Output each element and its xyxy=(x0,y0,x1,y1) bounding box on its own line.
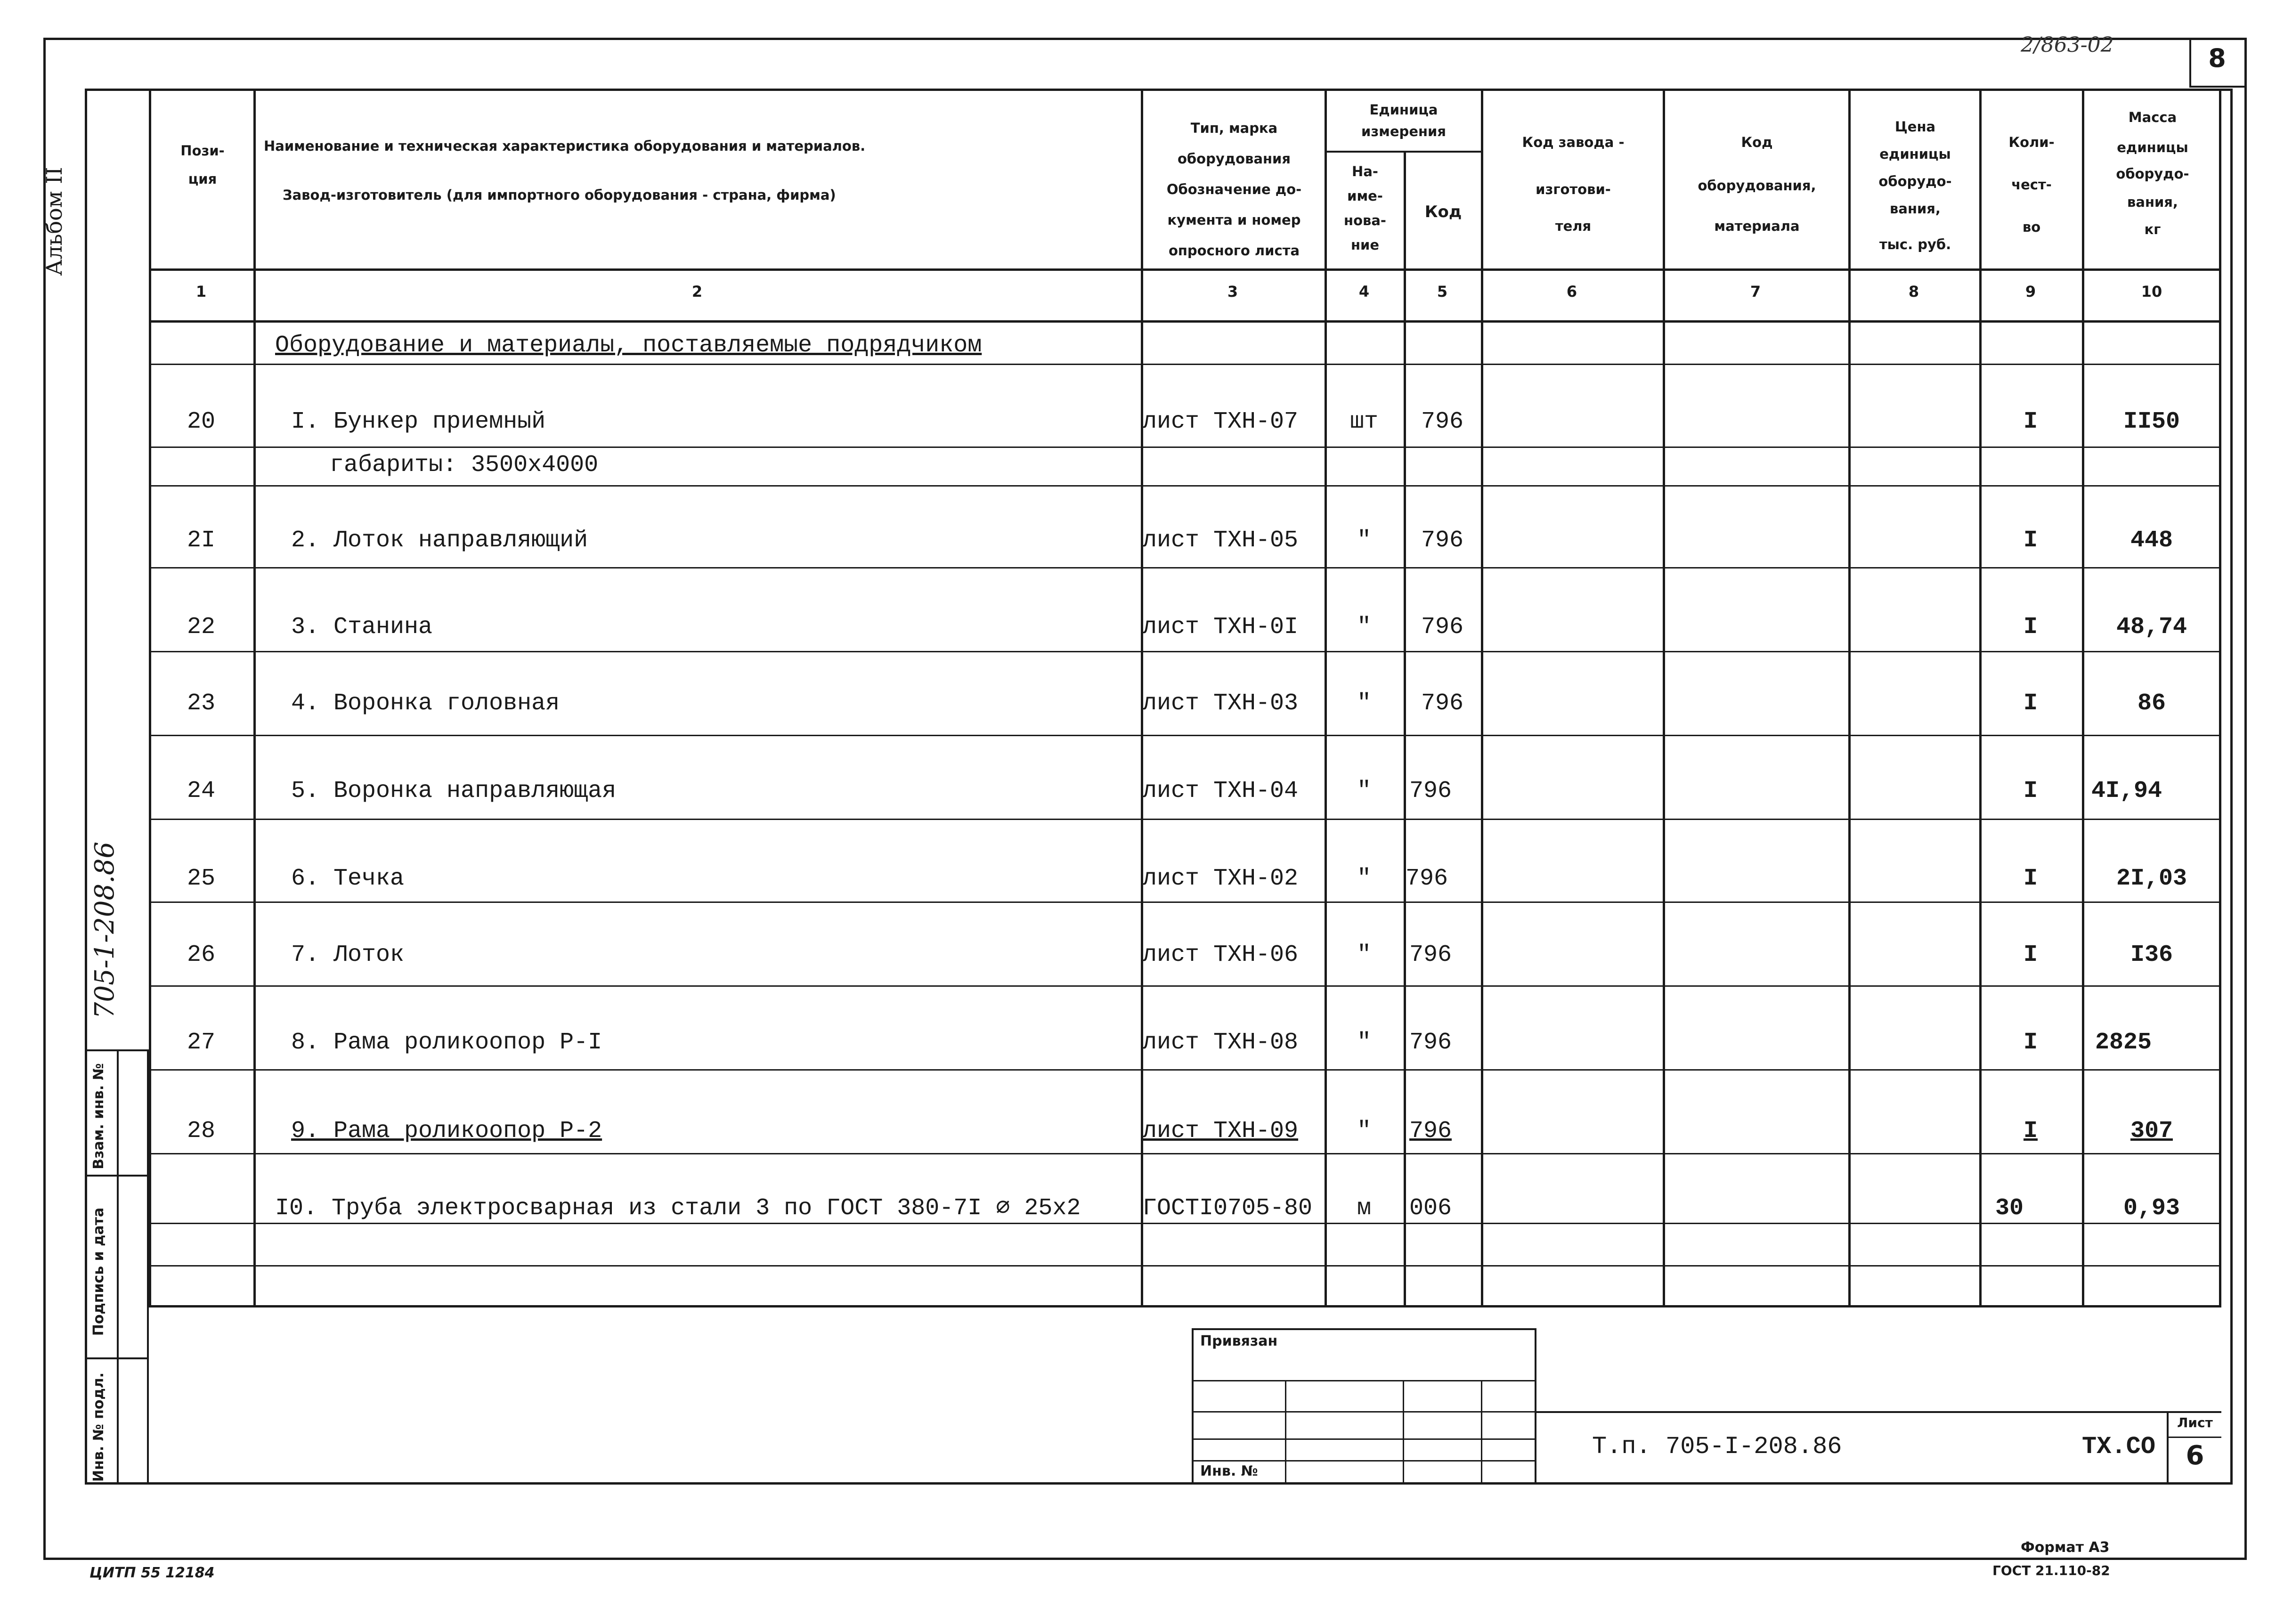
row-name: 7. Лоток xyxy=(291,942,405,968)
header-price-2: единицы xyxy=(1879,146,1951,162)
row-unit: " xyxy=(1357,1118,1371,1145)
row-position: 24 xyxy=(187,778,215,804)
row-unit-code: 796 xyxy=(1409,1118,1452,1145)
header-position: Пози-ция xyxy=(180,143,225,187)
row-document: лист ТХН-04 xyxy=(1143,778,1299,804)
header-price-4: вания, xyxy=(1890,201,1941,217)
row-document: ГОСТI0705-80 xyxy=(1143,1195,1313,1222)
header-equipment-code-3: материала xyxy=(1714,218,1800,234)
row-document: лист ТХН-06 xyxy=(1143,942,1299,968)
row-document: лист ТХН-07 xyxy=(1143,408,1299,435)
row-unit: " xyxy=(1357,527,1371,554)
row-name: 3. Станина xyxy=(291,614,433,641)
row-document: лист ТХН-08 xyxy=(1143,1029,1299,1056)
stage-code: ТХ.СО xyxy=(2082,1433,2156,1461)
inv-no-label: Инв. № xyxy=(1200,1463,1258,1479)
row-name: 8. Рама роликоопор Р-I xyxy=(291,1029,602,1056)
footer-gost: ГОСТ 21.110-82 xyxy=(1992,1563,2110,1578)
row-name: 2. Лоток направляющий xyxy=(291,527,588,554)
row-mass: 48,74 xyxy=(2116,614,2187,641)
row-quantity: I xyxy=(2023,614,2038,641)
row-name: 4. Воронка головная xyxy=(291,690,560,717)
header-quantity-1: Коли- xyxy=(2008,134,2055,150)
row-unit-code: 796 xyxy=(1409,942,1452,968)
sheet-value: 6 xyxy=(2186,1440,2204,1471)
header-type-line2: оборудования xyxy=(1177,151,1291,167)
header-price-3: оборудо- xyxy=(1878,173,1952,189)
row-document: лист ТХН-09 xyxy=(1143,1118,1299,1145)
footer-format: Формат А3 xyxy=(2021,1539,2110,1556)
header-factory-code-2: изготови- xyxy=(1536,181,1611,197)
row-quantity: I xyxy=(2023,408,2038,435)
row-unit-code: 796 xyxy=(1421,527,1463,554)
row-unit: м xyxy=(1357,1195,1371,1222)
row-quantity: I xyxy=(2023,527,2038,554)
header-unit-name-3: нова- xyxy=(1344,212,1386,228)
row-mass: 307 xyxy=(2130,1118,2173,1145)
row-unit-code: 796 xyxy=(1409,778,1452,804)
header-price-5: тыс. руб. xyxy=(1879,236,1951,252)
row-mass: 2I,03 xyxy=(2116,865,2187,892)
row-unit: " xyxy=(1357,1029,1371,1056)
row-name: 5. Воронка направляющая xyxy=(291,778,617,804)
row-name: I0. Труба электросварная из стали 3 по ГОСТ 380-7I ⌀ 25х2 xyxy=(275,1195,1081,1222)
header-type-line3: Обозначение до- xyxy=(1166,181,1302,197)
row-quantity: I xyxy=(2023,1118,2038,1145)
row-position: 2I xyxy=(187,527,215,554)
column-number-9: 9 xyxy=(2025,283,2036,300)
row-quantity: I xyxy=(2023,778,2038,804)
row-mass: II50 xyxy=(2123,408,2180,435)
row-mass: I36 xyxy=(2130,942,2173,968)
row-name: I. Бункер приемный xyxy=(291,408,546,435)
column-number-4: 4 xyxy=(1358,283,1370,300)
footer-left-code: ЦИТП 55 12184 xyxy=(89,1565,215,1581)
header-price-1: Цена xyxy=(1894,119,1936,135)
header-equipment-code-2: оборудования, xyxy=(1698,178,1816,194)
row-mass: 86 xyxy=(2137,690,2166,717)
row-name: 9. Рама роликоопор Р-2 xyxy=(291,1118,602,1145)
row-position: 23 xyxy=(187,690,215,717)
header-type-line5: опросного листа xyxy=(1168,243,1300,259)
row-unit: " xyxy=(1357,865,1371,892)
row-mass: 448 xyxy=(2130,527,2173,554)
header-unit-name-4: ние xyxy=(1350,237,1380,253)
row-document: лист ТХН-02 xyxy=(1143,865,1299,892)
row-unit: " xyxy=(1357,942,1371,968)
row-unit-code: 796 xyxy=(1421,614,1463,641)
column-number-1: 1 xyxy=(195,283,207,300)
header-unit-code: Код xyxy=(1424,203,1462,221)
row-quantity: I xyxy=(2023,865,2038,892)
row-mass: 4I,94 xyxy=(2091,778,2162,804)
column-number-7: 7 xyxy=(1750,283,1761,300)
header-unit-name-2: име- xyxy=(1347,188,1383,204)
row-mass: 0,93 xyxy=(2123,1195,2180,1222)
row-quantity: I xyxy=(2023,690,2038,717)
column-number-2: 2 xyxy=(691,283,703,300)
column-number-6: 6 xyxy=(1566,283,1577,300)
album-label: Альбом II xyxy=(41,167,67,276)
sheet-label: Лист xyxy=(2177,1415,2213,1430)
row-mass: 2825 xyxy=(2095,1029,2152,1056)
row-position: 22 xyxy=(187,614,215,641)
header-factory-code-1: Код завода - xyxy=(1522,134,1625,150)
handwritten-reference: 2/863-02 xyxy=(2021,33,2114,57)
stamp-label-vzam: Взам. инв. № xyxy=(90,1063,107,1169)
column-number-3: 3 xyxy=(1227,283,1238,300)
privyazan-label: Привязан xyxy=(1200,1333,1278,1349)
header-mass-1: Масса xyxy=(2128,109,2177,125)
row-unit: " xyxy=(1357,778,1371,804)
header-name-line2: Завод-изготовитель (для импортного оборудования - страна, фирма) xyxy=(283,187,836,203)
row-unit-code: 796 xyxy=(1409,1029,1452,1056)
row-unit: " xyxy=(1357,690,1371,717)
row-name: 6. Течка xyxy=(291,865,405,892)
row-unit: шт xyxy=(1349,408,1378,435)
row-quantity: I xyxy=(2023,942,2038,968)
row-document: лист ТХН-05 xyxy=(1143,527,1299,554)
row-quantity: I xyxy=(2023,1029,2038,1056)
column-number-10: 10 xyxy=(2141,283,2162,300)
header-mass-4: вания, xyxy=(2127,194,2178,210)
header-mass-3: оборудо- xyxy=(2116,166,2189,182)
header-mass-2: единицы xyxy=(2117,139,2188,155)
header-unit-group: Единица измерения xyxy=(1361,102,1446,139)
row-unit: " xyxy=(1357,614,1371,641)
header-name-line1: Наименование и техническая характеристика оборудования и материалов. xyxy=(264,138,866,154)
header-unit-name-1: На- xyxy=(1352,163,1378,179)
row-position: 25 xyxy=(187,865,215,892)
row-unit-code: 796 xyxy=(1421,690,1463,717)
row-position: 28 xyxy=(187,1118,215,1145)
row-document: лист ТХН-0I xyxy=(1143,614,1299,641)
row-quantity: 30 xyxy=(1995,1195,2024,1222)
document-designation: Т.п. 705-I-208.86 xyxy=(1592,1433,1842,1461)
row-position: 26 xyxy=(187,942,215,968)
header-quantity-2: чест- xyxy=(2011,177,2052,193)
header-mass-5: кг xyxy=(2144,221,2161,237)
row-position: 20 xyxy=(187,408,215,435)
row-name-continuation: габариты: 3500х4000 xyxy=(330,452,599,479)
corner-sheet-number: 8 xyxy=(2208,43,2226,73)
row-document: лист ТХН-03 xyxy=(1143,690,1299,717)
handwritten-code: 705-1-208.86 xyxy=(89,841,120,1019)
header-factory-code-3: теля xyxy=(1555,218,1592,234)
header-type-line4: кумента и номер xyxy=(1167,212,1301,228)
column-number-5: 5 xyxy=(1437,283,1448,300)
header-type-line1: Тип, марка xyxy=(1190,120,1278,136)
row-unit-code: 796 xyxy=(1421,408,1463,435)
header-equipment-code-1: Код xyxy=(1741,134,1773,150)
stamp-label-inv: Инв. № подл. xyxy=(90,1372,107,1482)
row-unit-code: 796 xyxy=(1406,865,1448,892)
row-unit-code: 006 xyxy=(1409,1195,1452,1222)
column-number-8: 8 xyxy=(1908,283,1919,300)
header-quantity-3: во xyxy=(2022,219,2041,235)
section-title: Оборудование и материалы, поставляемые подрядчиком xyxy=(275,332,982,359)
row-position: 27 xyxy=(187,1029,215,1056)
stamp-label-podpis: Подпись и дата xyxy=(90,1207,107,1336)
